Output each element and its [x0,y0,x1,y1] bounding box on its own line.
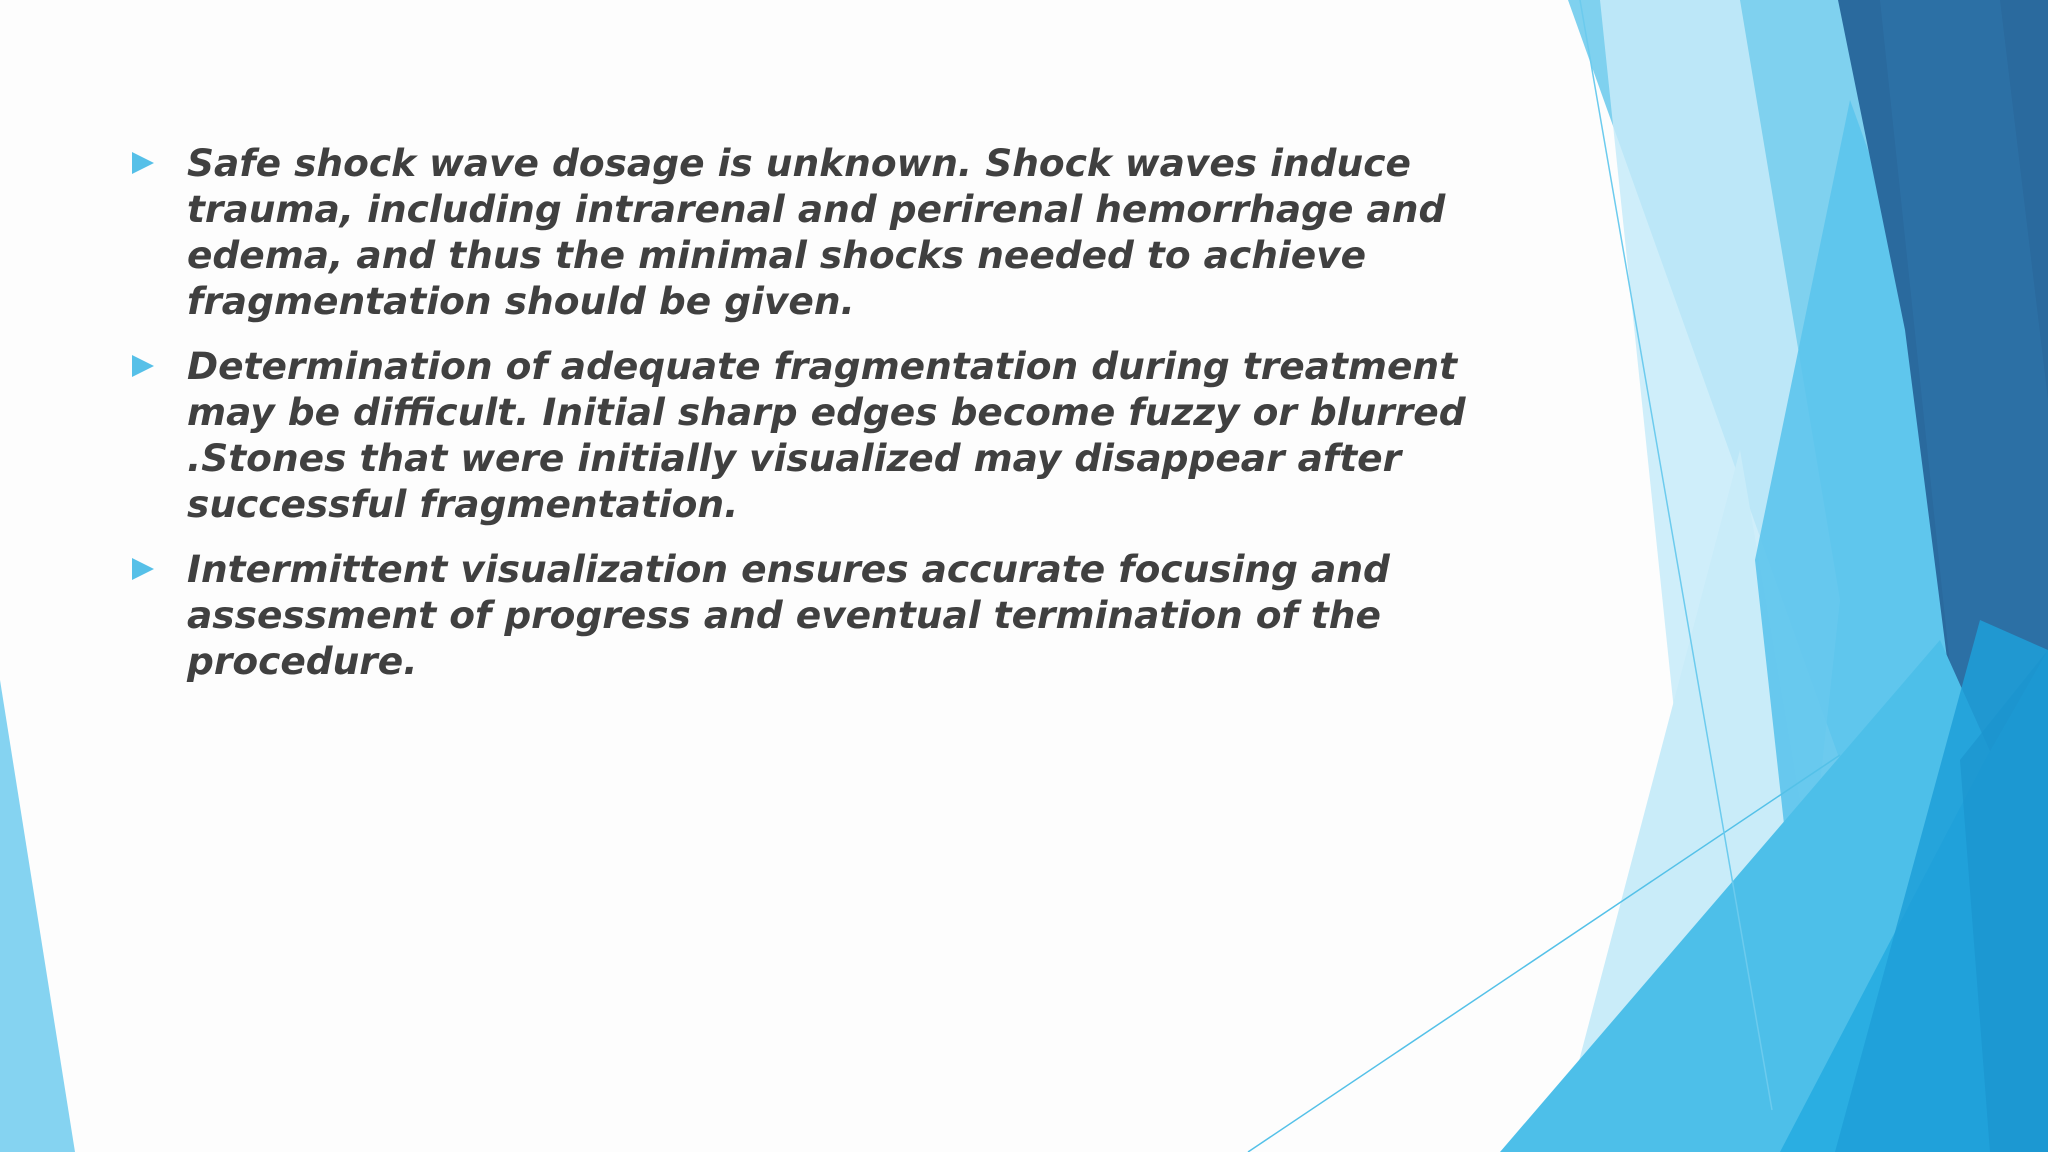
bullet-text: Intermittent visualization ensures accurate focusing and assessment of progress and eventual termination of the procedure. [187,547,1390,683]
bullet-item [132,546,1512,684]
bullet-arrow-icon [132,558,154,580]
bullet-item [132,343,1512,527]
left-edge-shape [0,680,75,1152]
bullet-text: Determination of adequate fragmentation during treatment may be difficult. Initial sharp edges become fuzzy or blurred .Stones that were initially visualized may disappear after successful fragmentation. [187,344,1466,526]
bullet-text: Safe shock wave dosage is unknown. Shock waves induce trauma, including intrarenal and perirenal hemorrhage and edema, and thus the minimal shocks needed to achieve fragmentation should be given. [187,141,1446,323]
bullet-arrow-icon [132,355,154,377]
bullet-arrow-icon [132,152,154,174]
bullet-item [132,140,1512,324]
bullet-list [132,140,1512,703]
